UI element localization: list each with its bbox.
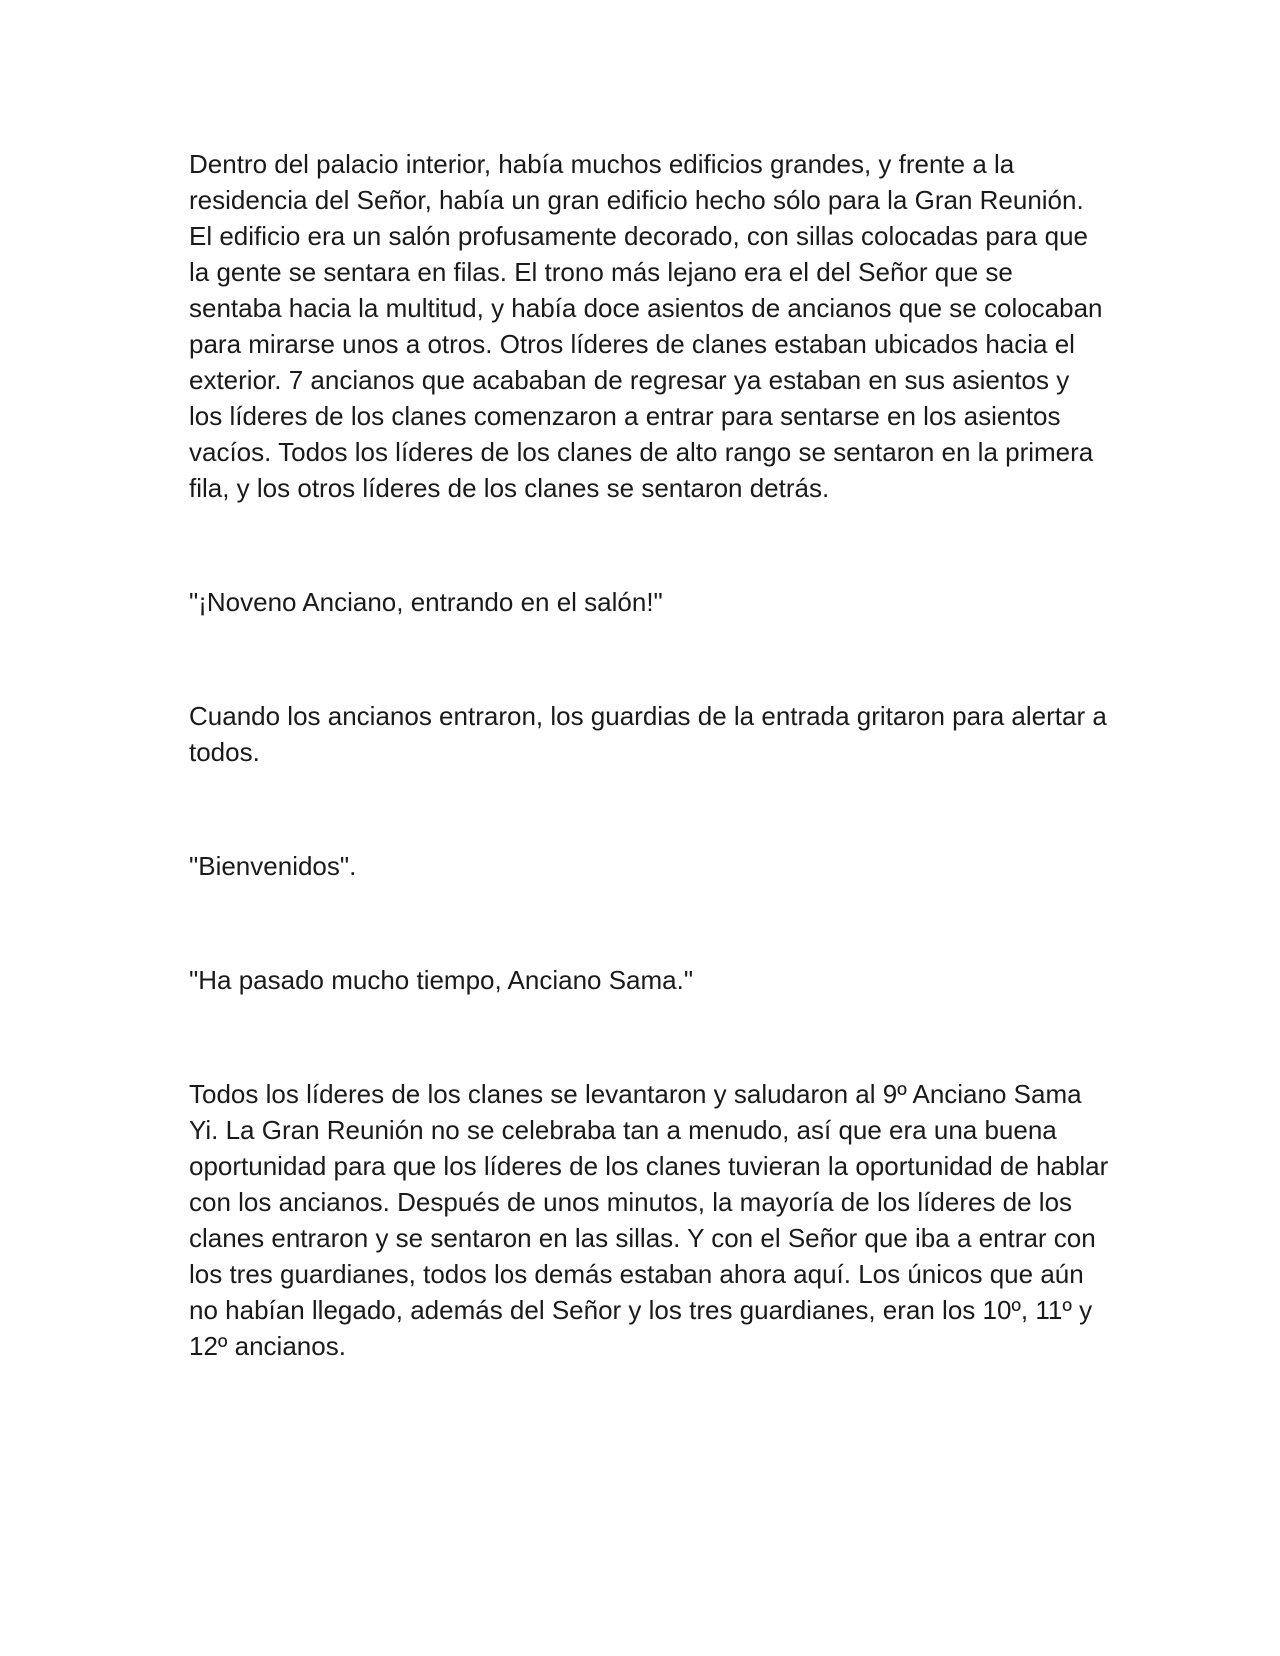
dialogue-line: "Bienvenidos". [189,851,357,881]
dialogue-line: "Ha pasado mucho tiempo, Anciano Sama." [189,965,694,995]
dialogue-line: "¡Noveno Anciano, entrando en el salón!" [189,587,663,617]
paragraph: Todos los líderes de los clanes se levantaron y saludaron al 9º Anciano Sama Yi. La Gran Reunión no se celebraba tan a menudo, así que era una buena oportunidad para que los líderes de los clanes tuvieran la oportunidad de hablar con los ancianos. Después de unos minutos, la mayoría de los líderes de los clanes entraron y se sentaron en las sillas. Y con el Señor que iba a entrar con los tres guardianes, todos los demás estaban ahora aquí. Los únicos que aún no habían llegado, además del Señor y los tres guardianes, eran los 10º, 11º y 12º ancianos. [189,1079,1109,1361]
paragraph: Dentro del palacio interior, había muchos edificios grandes, y frente a la residencia del Señor, había un gran edificio hecho sólo para la Gran Reunión. El edificio era un salón profusamente decorado, con sillas colocadas para que la gente se sentara en filas. El trono más lejano era el del Señor que se sentaba hacia la multitud, y había doce asientos de ancianos que se colocaban para mirarse unos a otros. Otros líderes de clanes estaban ubicados hacia el exterior. 7 ancianos que acababan de regresar ya estaban en sus asientos y los líderes de los clanes comenzaron a entrar para sentarse en los asientos vacíos. Todos los líderes de los clanes de alto rango se sentaron en la primera fila, y los otros líderes de los clanes se sentaron detrás. [189,149,1103,503]
document-body [189,146,1109,1364]
paragraph: Cuando los ancianos entraron, los guardias de la entrada gritaron para alertar a todos. [189,701,1107,767]
